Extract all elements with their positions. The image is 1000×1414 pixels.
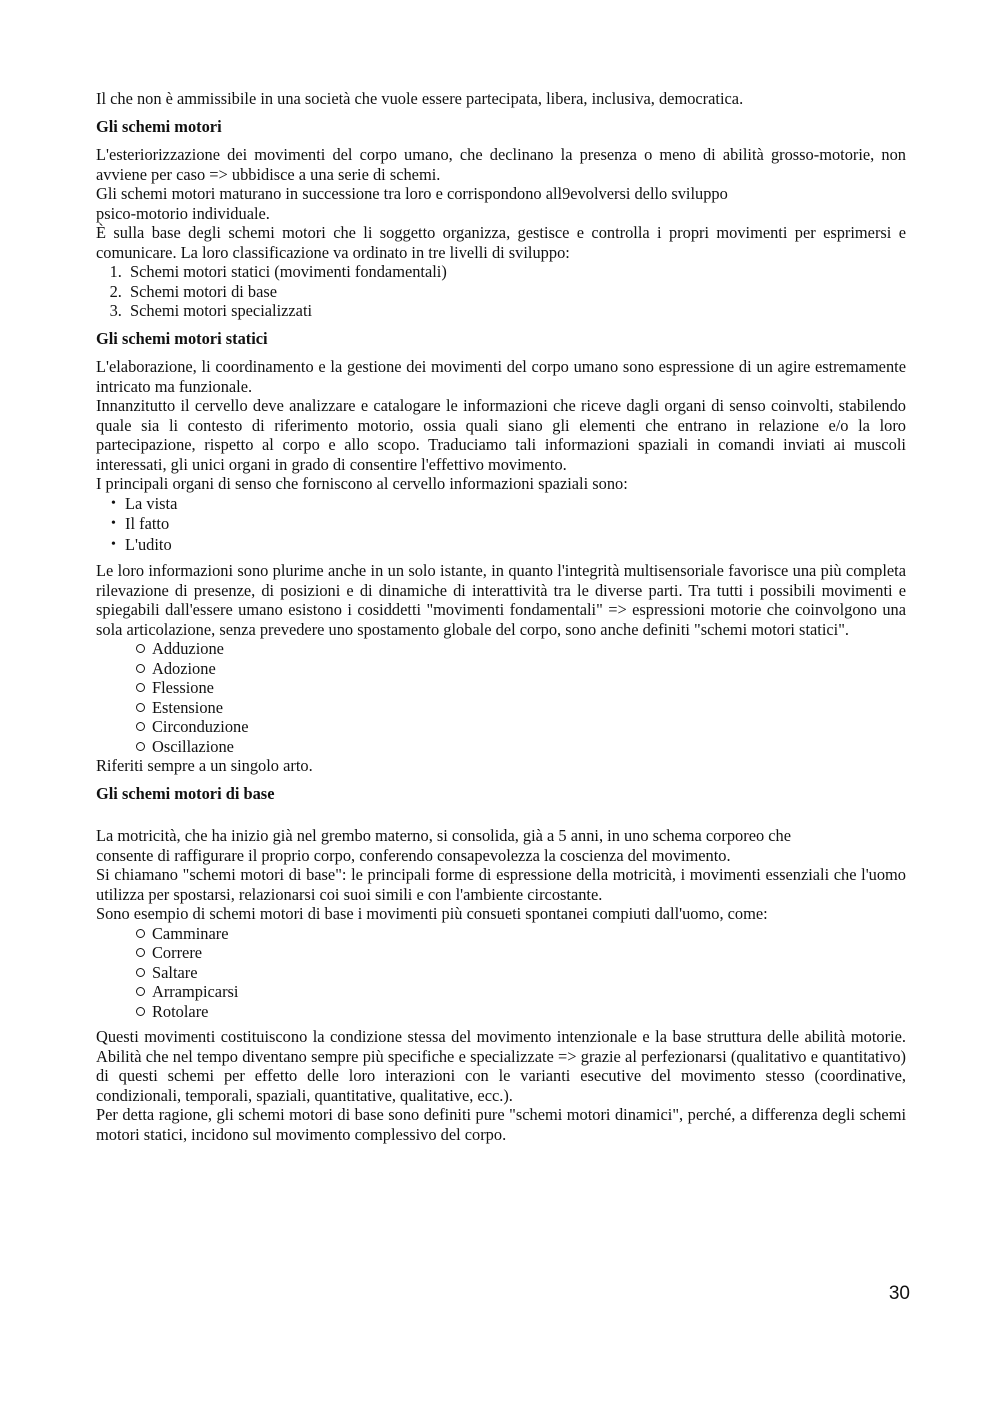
movements-list [96,639,906,756]
list-item-label: Rotolare [152,1001,209,1021]
list-item-label: L'udito [125,534,172,554]
list-item [134,982,906,1002]
list-item [134,639,906,659]
list-item [134,1002,906,1022]
list-item-label: Il fatto [125,514,170,533]
list-item-label: Correre [152,943,203,962]
paragraph: Innanzitutto il cervello deve analizzare e catalogare le informazioni che riceve dagli organi di senso coinvolti, stabilendo quale sia li contesto di riferimento motorio, ossia quali siano gli elementi che entrano in relazione e/o la loro partecipazione, rispetto al corpo e allo scopo. Traduciamo tali informazioni spaziali in comandi inviati ai muscoli interessati, gli unici organi in grado di consentire l'effettivo movimento. [96,396,906,474]
paragraph: L'esteriorizzazione dei movimenti del corpo umano, che declinano la presenza o meno di abilità grosso-motorie, non avviene per caso => ubbidisce a una serie di schemi. [96,145,906,184]
actions-list [96,924,906,1022]
list-item [134,943,906,963]
section-heading-schemi-motori: Gli schemi motori [96,116,222,136]
list-item [134,963,906,983]
paragraph: È sulla base degli schemi motori che li soggetto organizza, gestisce e controlla i propri movimenti per esprimersi e comunicare. La loro classificazione va ordinato in tre livelli di sviluppo: [96,223,906,262]
list-item [108,494,906,515]
list-item-label: Saltare [152,962,198,982]
paragraph: Questi movimenti costituiscono la condizione stessa del movimento intenzionale e la base struttura delle abilità motorie. Abilità che nel tempo diventano sempre più specifiche e specializzate => grazie al perfezionarsi (qualitativo e quantitativo) di questi schemi per effetto delle loro interazioni con le varianti esecutive del movimento stesso (coordinative, condizionali, temporali, spaziali, quantitative, qualitative, ecc.). [96,1027,906,1105]
section-heading-schemi-di-base: Gli schemi motori di base [96,783,275,803]
circle-bullet-icon [136,683,145,692]
list-item-label: Arrampicarsi [152,982,239,1001]
list-item: 1. Schemi motori statici (movimenti fondamentali) [126,262,906,282]
list-item [134,717,906,737]
paragraph: Gli schemi motori maturano in successione tra loro e corrispondono all9evolversi dello sviluppo [96,184,728,203]
list-item-label: Oscillazione [152,736,234,756]
bullet-icon: • [111,495,116,511]
circle-bullet-icon [136,968,145,977]
bullet-icon: • [111,536,116,552]
paragraph: La motricità, che ha inizio già nel grembo materno, si consolida, già a 5 anni, in uno schema corporeo che [96,826,792,845]
intro-line: Il che non è ammissibile in una società che vuole essere partecipata, libera, inclusiva, democratica. [96,89,744,108]
circle-bullet-icon [136,987,145,996]
list-item: 2. Schemi motori di base [126,282,906,302]
list-item-label: Adduzione [152,639,224,658]
list-item [134,698,906,718]
circle-bullet-icon [136,948,145,957]
paragraph: Si chiamano "schemi motori di base": le principali forme di espressione della motricità, i movimenti essenziali che l'uomo utilizza per spostarsi, relazionarsi coi suoi simili e con l'ambiente circostante. [96,865,906,904]
circle-bullet-icon [136,742,145,751]
paragraph: Sono esempio di schemi motori di base i movimenti più consueti spontanei compiuti dall'uomo, come: [96,904,768,923]
list-item-label: Estensione [152,697,224,717]
list-item-label: Camminare [152,923,229,943]
list-item [134,737,906,757]
circle-bullet-icon [136,664,145,673]
circle-bullet-icon [136,1007,145,1016]
page-number: 30 [888,1283,910,1304]
list-item: 3. Schemi motori specializzati [126,301,906,321]
levels-list [96,262,906,321]
paragraph: L'elaborazione, li coordinamento e la gestione dei movimenti del corpo umano sono espressione di un agire estremamente intricato ma funzionale. [96,357,906,396]
list-item-label: La vista [125,493,178,513]
paragraph: psico-motorio individuale. [96,203,270,223]
list-item [108,535,906,556]
paragraph: Riferiti sempre a un singolo arto. [96,756,313,775]
list-item-label: Circonduzione [152,717,249,736]
list-item-label: Adozione [152,658,216,678]
section-heading-schemi-statici: Gli schemi motori statici [96,328,268,348]
paragraph: I principali organi di senso che forniscono al cervello informazioni spaziali sono: [96,474,628,493]
list-item [108,514,906,535]
circle-bullet-icon [136,929,145,938]
paragraph: Le loro informazioni sono plurime anche in un solo istante, in quanto l'integrità multisensoriale favorisce una più completa rilevazione di presenze, di posizioni e di dinamiche di interattività tra le diverse parti. Tra tutti i possibili movimenti e spiegabili dall'essere umano esistono i cosiddetti "movimenti fondamentali" => espressioni motorie che coinvolgono una sola articolazione, senza prevedere uno spostamento globale del corpo, sono anche definiti "schemi motori statici". [96,561,906,639]
senses-list [96,494,906,556]
bullet-icon: • [111,516,116,531]
document-page [96,89,906,1144]
paragraph: consente di raffigurare il proprio corpo, conferendo consapevolezza la coscienza del movimento. [96,845,731,865]
paragraph: Per detta ragione, gli schemi motori di base sono definiti pure "schemi motori dinamici", perché, a differenza degli schemi motori statici, incidono sul movimento complessivo del corpo. [96,1105,906,1144]
list-item [134,924,906,944]
list-item [134,678,906,698]
circle-bullet-icon [136,644,145,653]
circle-bullet-icon [136,703,145,712]
circle-bullet-icon [136,722,145,731]
list-item [134,659,906,679]
list-item-label: Flessione [152,678,214,697]
